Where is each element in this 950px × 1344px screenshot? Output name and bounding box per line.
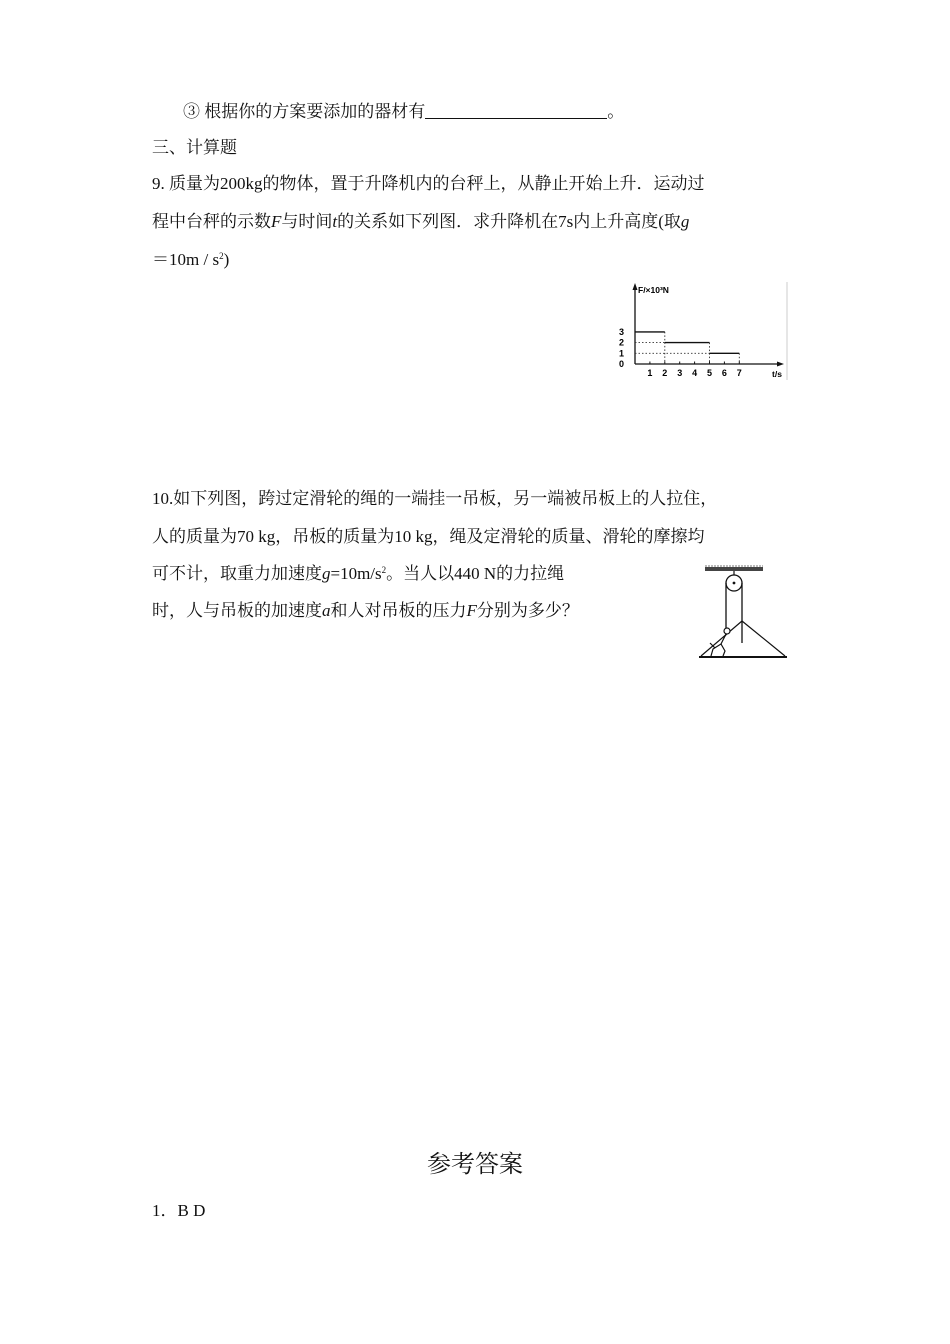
x-tick-label: 2	[662, 368, 668, 378]
q10-line4-b: 和人对吊板的压力	[330, 601, 467, 620]
var-t: t	[332, 212, 338, 231]
q8-item3-suffix: 。	[607, 102, 625, 121]
answer-1: 1．B D	[152, 1201, 206, 1220]
q10-line1: 10.如下列图，跨过定滑轮的绳的一端挂一吊板，另一端被吊板上的人拉住，	[152, 489, 718, 508]
q10-line4-c: 分别为多少？	[476, 601, 579, 620]
q10-line2: 人的质量为70 kg，吊板的质量为10 kg，绳及定滑轮的质量、滑轮的摩擦均	[152, 527, 705, 546]
x-tick-label: 6	[721, 368, 727, 378]
x-tick-label: 3	[677, 368, 683, 378]
q9-line2-c: 的关系如下列图．求升降机在7s内上升高度(取	[337, 212, 681, 231]
person	[710, 628, 730, 656]
q10-line4-a: 时，人与吊板的加速度	[152, 601, 322, 620]
x-tick-label: 1	[647, 368, 653, 378]
q10-line3-b: =10m/s	[330, 564, 382, 583]
q9-line1: 9. 质量为200kg的物体，置于升降机内的台秤上，从静止开始上升．运动过	[152, 174, 705, 193]
q9-line3-a: ＝10m / s	[152, 250, 220, 269]
q9-line2	[152, 211, 689, 233]
superscript: 2	[381, 565, 387, 575]
superscript: 2	[219, 251, 224, 261]
force-time-chart	[615, 280, 790, 382]
x-axis-arrow	[777, 362, 784, 367]
q10-line3	[152, 563, 564, 585]
var-g: g	[322, 564, 331, 583]
q9-line2-b: 与时间	[281, 212, 333, 231]
pulley-diagram	[697, 563, 789, 661]
q9-line3-b: )	[223, 250, 230, 269]
section-heading: 三、计算题	[152, 138, 237, 157]
x-tick-label: 5	[706, 368, 713, 378]
y-tick-label: 3	[619, 326, 625, 337]
answer-blank	[425, 102, 607, 119]
var-F: F	[466, 601, 477, 620]
x-tick-label: 7	[736, 368, 742, 378]
y-tick-label: 2	[619, 337, 625, 348]
var-g: g	[680, 212, 690, 231]
var-a: a	[322, 601, 331, 620]
y-axis-arrow	[633, 283, 638, 290]
q10-line4	[152, 600, 579, 622]
ceiling	[705, 567, 763, 571]
y-tick-label: 0	[619, 359, 625, 369]
q10-line3-c: 。当人以440 N的力拉绳	[386, 564, 565, 583]
x-axis-label: t/s	[772, 369, 782, 379]
q10-line3-a: 可不计，取重力加速度	[152, 564, 322, 583]
q9-line2-a: 程中台秤的示数	[152, 212, 271, 231]
x-tick-label: 4	[692, 368, 698, 378]
q9-line3	[152, 249, 229, 271]
hanger-right	[742, 621, 785, 656]
answers-title: 参考答案	[427, 1152, 523, 1178]
y-tick-label: 1	[619, 348, 625, 359]
var-F: F	[271, 212, 282, 231]
y-axis-label: F/×10³N	[638, 285, 669, 295]
q8-item3	[183, 101, 624, 123]
q8-item3-text: ③ 根据你的方案要添加的器材有	[183, 102, 426, 121]
hanger-left	[701, 621, 742, 656]
